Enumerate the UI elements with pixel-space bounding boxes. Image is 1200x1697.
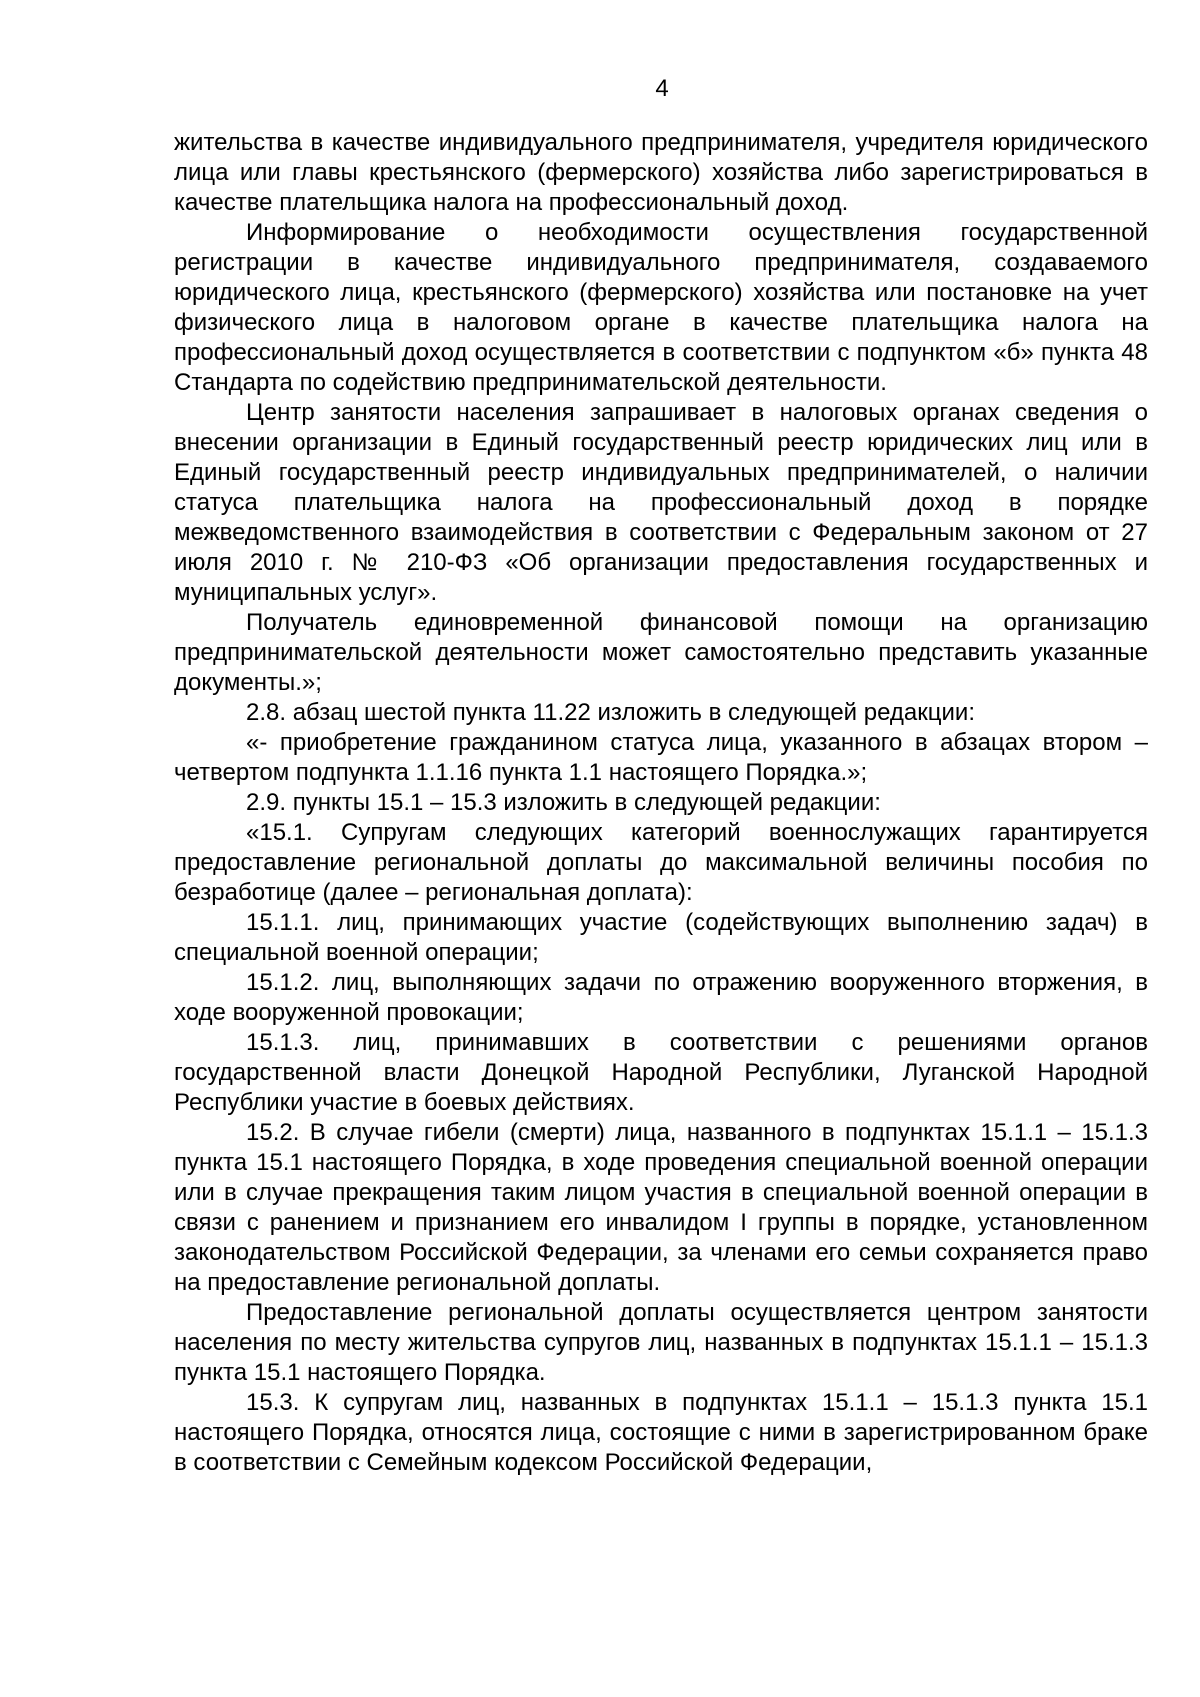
paragraph-15-2: 15.2. В случае гибели (смерти) лица, названного в подпунктах 15.1.1 – 15.1.3 пункта 15.1 настоящего Порядка, в ходе проведения специальной военной операции или в случае прекращения таким лицом участия в специальной военной операции в связи с ранением и признанием его инвалидом I группы в порядке, установленном законодательством Российской Федерации, за членами его семьи сохраняется право на предоставление региональной доплаты. [174, 1119, 1148, 1296]
paragraph-item-2-8-text: «- приобретение гражданином статуса лица, указанного в абзацах втором – четвертом подпункта 1.1.16 пункта 1.1 настоящего Порядка.»; [174, 729, 1148, 786]
paragraph-recipient-documents: Получатель единовременной финансовой помощи на организацию предпринимательской деятельности может самостоятельно представить указанные документы.»; [174, 609, 1148, 696]
paragraph-15-1-1: 15.1.1. лиц, принимающих участие (содействующих выполнению задач) в специальной военной операции; [174, 909, 1148, 966]
paragraph-informing: Информирование о необходимости осуществления государственной регистрации в качестве индивидуального предпринимателя, создаваемого юридического лица, крестьянского (фермерского) хозяйства или постановке на учет физического лица в налоговом органе в качестве плательщика налога на профессиональный доход осуществляется в соответствии с подпунктом «б» пункта 48 Стандарта по содействию предпринимательской деятельности. [174, 219, 1148, 396]
document-body [174, 128, 1148, 1478]
page-number: 4 [655, 75, 669, 102]
paragraph-continuation: жительства в качестве индивидуального предпринимателя, учредителя юридического лица или главы крестьянского (фермерского) хозяйства либо зарегистрироваться в качестве плательщика налога на профессиональный доход. [174, 129, 1148, 216]
paragraph-15-1: «15.1. Супругам следующих категорий военнослужащих гарантируется предоставление региональной доплаты до максимальной величины пособия по безработице (далее – региональная доплата): [174, 819, 1148, 906]
paragraph-15-1-2: 15.1.2. лиц, выполняющих задачи по отражению вооруженного вторжения, в ходе вооруженной провокации; [174, 969, 1148, 1026]
paragraph-15-2-provision: Предоставление региональной доплаты осуществляется центром занятости населения по месту жительства супругов лиц, названных в подпунктах 15.1.1 – 15.1.3 пункта 15.1 настоящего Порядка. [174, 1299, 1148, 1386]
paragraph-item-2-8: 2.8. абзац шестой пункта 11.22 изложить в следующей редакции: [246, 699, 975, 726]
paragraph-employment-center-request: Центр занятости населения запрашивает в налоговых органах сведения о внесении организации в Единый государственный реестр юридических лиц или в Единый государственный реестр индивидуальных предпринимателей, о наличии статуса плательщика налога на профессиональный доход в порядке межведомственного взаимодействия в соответствии с Федеральным законом от 27 июля 2010 г. № 210-ФЗ «Об организации предоставления государственных и муниципальных услуг». [174, 399, 1148, 606]
paragraph-item-2-9: 2.9. пункты 15.1 – 15.3 изложить в следующей редакции: [246, 789, 881, 816]
paragraph-15-3: 15.3. К супругам лиц, названных в подпунктах 15.1.1 – 15.1.3 пункта 15.1 настоящего Порядка, относятся лица, состоящие с ними в зарегистрированном браке в соответствии с Семейным кодексом Российской Федерации, [174, 1389, 1148, 1476]
paragraph-15-1-3: 15.1.3. лиц, принимавших в соответствии с решениями органов государственной власти Донецкой Народной Республики, Луганской Народной Республики участие в боевых действиях. [174, 1029, 1148, 1116]
